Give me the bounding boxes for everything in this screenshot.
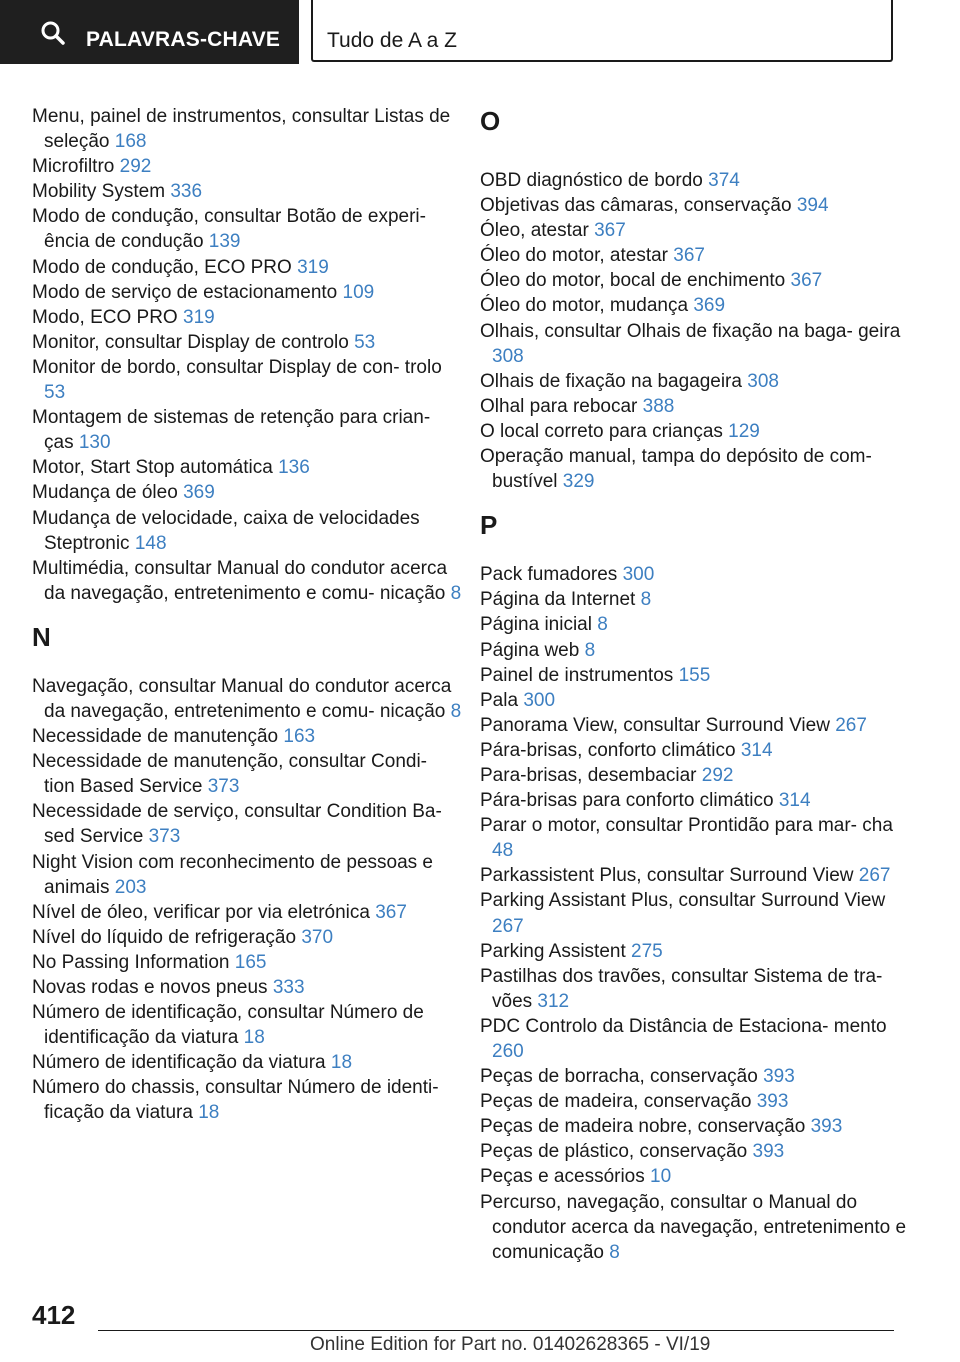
- section-letter-n: N: [32, 621, 51, 652]
- index-entry: [32, 104, 462, 154]
- index-entry: [480, 939, 910, 964]
- index-entry-text: Parking Assistent: [480, 940, 626, 962]
- index-entry: [32, 179, 462, 204]
- index-entry-text: O local correto para crianças: [480, 420, 723, 442]
- index-entry: [32, 204, 462, 254]
- index-entry: [32, 749, 462, 799]
- index-entry-text: Necessidade de serviço, consultar Condition Ba‐ sed Service: [32, 801, 442, 848]
- page-link[interactable]: 18: [243, 1027, 265, 1049]
- index-entry: [480, 268, 910, 293]
- index-entry-text: Pára-brisas, conforto climático: [480, 739, 736, 761]
- index-entry-text: Motor, Start Stop automática: [32, 457, 273, 479]
- page-link[interactable]: 370: [301, 926, 334, 948]
- page-link[interactable]: 267: [492, 915, 524, 937]
- index-entry-text: Olhais, consultar Olhais de fixação na baga‐ geira: [480, 320, 901, 342]
- index-entry: [480, 788, 910, 813]
- index-entry: [480, 688, 910, 713]
- page-link[interactable]: 394: [796, 195, 829, 217]
- index-entry-text: Operação manual, tampa do depósito de com‐ bustível: [480, 446, 872, 493]
- index-entry: [32, 305, 462, 330]
- page-link[interactable]: 260: [492, 1041, 524, 1062]
- index-entry: [480, 713, 910, 738]
- index-entry: [480, 1064, 910, 1089]
- page-link[interactable]: 367: [594, 220, 626, 242]
- index-entry: [32, 1050, 462, 1075]
- page-link[interactable]: 367: [673, 245, 705, 267]
- page-link[interactable]: 393: [810, 1116, 843, 1138]
- footer-divider: [98, 1330, 894, 1331]
- index-entry-text: Monitor de bordo, consultar Display de con‐ trolo: [32, 356, 442, 378]
- index-entry: [480, 369, 910, 394]
- page-link[interactable]: 333: [272, 977, 305, 998]
- index-entry: [480, 587, 910, 612]
- page-link[interactable]: 369: [183, 482, 215, 504]
- index-entry: [480, 638, 910, 663]
- index-entry-text: Modo de condução, consultar Botão de experi‐ ência de condução: [32, 206, 426, 253]
- index-entry-text: Modo de condução, ECO PRO: [32, 256, 292, 278]
- index-entry: [480, 738, 910, 763]
- index-entry-text: Necessidade de manutenção, consultar Condi‐ tion Based Service: [32, 751, 428, 798]
- index-entry: [480, 1139, 910, 1164]
- index-entry: [32, 255, 462, 280]
- index-entry-text: Mudança de óleo: [32, 482, 178, 504]
- index-entry-text: Microfiltro: [32, 156, 115, 178]
- page-link[interactable]: 292: [701, 764, 734, 786]
- index-group-p: [480, 562, 910, 1265]
- index-entry-text: Parkassistent Plus, consultar Surround View: [480, 865, 854, 887]
- index-entry-text: Modo, ECO PRO: [32, 306, 178, 328]
- keywords-label: PALAVRAS-CHAVE: [86, 28, 281, 51]
- index-entry: [32, 975, 462, 1000]
- index-entry-text: Número do chassis, consultar Número de identi‐ ficação da viatura: [32, 1077, 439, 1124]
- index-entry: [480, 419, 910, 444]
- index-entry: [32, 556, 462, 606]
- index-entry: [32, 1000, 462, 1050]
- index-entry: [32, 925, 462, 950]
- index-entry: [32, 506, 462, 556]
- index-entry-text: No Passing Information: [32, 951, 230, 973]
- index-entry-text: Pastilhas dos travões, consultar Sistema de tra‐ vões: [480, 965, 883, 1012]
- page-link[interactable]: 393: [756, 1091, 789, 1113]
- index-entry-text: Modo de serviço de estacionamento: [32, 281, 338, 303]
- keywords-button[interactable]: [0, 0, 299, 64]
- page-link[interactable]: 275: [631, 940, 663, 962]
- index-entry: [480, 813, 910, 863]
- index-entry: [480, 193, 910, 218]
- index-entry: [480, 218, 910, 243]
- index-column-right: [480, 104, 910, 1265]
- page-link[interactable]: 393: [752, 1141, 785, 1163]
- index-entry: [480, 964, 910, 1014]
- page-link[interactable]: 18: [198, 1102, 220, 1124]
- page-link[interactable]: 369: [693, 295, 726, 317]
- index-entry: [480, 1089, 910, 1114]
- index-entry: [32, 900, 462, 925]
- page-link[interactable]: 300: [622, 564, 655, 586]
- index-entry: [480, 394, 910, 419]
- index-group-n: [32, 674, 462, 1126]
- page-link[interactable]: 267: [835, 714, 867, 736]
- index-entry: [32, 950, 462, 975]
- index-entry-text: Percurso, navegação, consultar o Manual do condutor acerca da navegação, entretenimento e comunicação: [480, 1191, 907, 1263]
- page-link[interactable]: 319: [183, 306, 215, 328]
- index-entry: [32, 674, 462, 724]
- index-entry: [480, 1164, 910, 1189]
- index-entry: [32, 455, 462, 480]
- index-entry: [480, 293, 910, 318]
- top-navigation-bar: [0, 0, 960, 66]
- index-entry-text: Peças e acessórios: [480, 1166, 645, 1188]
- index-entry: [480, 888, 910, 938]
- index-entry-text: Peças de borracha, conservação: [480, 1066, 758, 1088]
- index-column-left: [32, 104, 462, 1126]
- index-entry-text: Menu, painel de instrumentos, consultar Listas de seleção: [32, 106, 451, 153]
- page-link[interactable]: 267: [858, 865, 891, 887]
- index-entry: [32, 355, 462, 405]
- section-letter-p: P: [480, 510, 498, 541]
- page-link[interactable]: 308: [747, 370, 779, 392]
- page-link[interactable]: 374: [708, 170, 740, 191]
- page-link[interactable]: 10: [650, 1166, 672, 1188]
- page-link[interactable]: 308: [492, 345, 524, 367]
- page-link[interactable]: 367: [790, 270, 823, 292]
- index-entry-text: Nível de óleo, verificar por via eletrónica: [32, 901, 370, 923]
- page-link[interactable]: 292: [119, 156, 152, 178]
- index-entry: [32, 1075, 462, 1125]
- page-link[interactable]: 129: [728, 420, 760, 442]
- index-entry: [32, 850, 462, 900]
- page-link[interactable]: 319: [297, 256, 329, 278]
- index-entry-text: Montagem de sistemas de retenção para crian‐ ças: [32, 407, 431, 454]
- page-link[interactable]: 312: [537, 990, 570, 1012]
- page-link[interactable]: 136: [278, 457, 310, 479]
- index-entry: [480, 1014, 910, 1064]
- breadcrumb-tab[interactable]: [311, 0, 893, 62]
- index-entry: [480, 319, 910, 369]
- page-link[interactable]: 48: [492, 840, 514, 862]
- page-link[interactable]: 8: [450, 582, 462, 604]
- index-entry: [32, 480, 462, 505]
- page-link[interactable]: 203: [114, 876, 147, 898]
- page-link[interactable]: 8: [597, 614, 608, 636]
- index-entry-text: Novas rodas e novos pneus: [32, 977, 268, 998]
- page-link[interactable]: 8: [450, 700, 462, 722]
- page-link[interactable]: 8: [640, 589, 652, 611]
- search-icon: [40, 20, 66, 46]
- index-entry-text: Pala: [480, 689, 519, 711]
- index-entry: [32, 330, 462, 355]
- page-link[interactable]: 18: [330, 1052, 353, 1074]
- index-entry-text: OBD diagnóstico de bordo: [480, 170, 703, 191]
- index-group-m: [32, 104, 462, 606]
- index-entry-text: Número de identificação da viatura: [32, 1052, 326, 1074]
- index-entry-text: Peças de madeira nobre, conservação: [480, 1116, 806, 1138]
- index-entry: [480, 612, 910, 637]
- index-entry: [32, 405, 462, 455]
- index-entry-text: Parar o motor, consultar Prontidão para mar‐ cha: [480, 815, 893, 837]
- index-entry-text: Página inicial: [480, 614, 592, 636]
- page-link[interactable]: 300: [523, 689, 556, 711]
- page-link[interactable]: 373: [148, 826, 181, 848]
- page-link[interactable]: 109: [342, 281, 375, 303]
- index-entry-text: Parking Assistant Plus, consultar Surround View: [480, 890, 886, 912]
- index-entry: [480, 168, 910, 193]
- index-entry-text: Número de identificação, consultar Número de identificação da viatura: [32, 1002, 424, 1049]
- page-link[interactable]: 130: [78, 432, 111, 454]
- index-entry: [480, 863, 910, 888]
- index-entry-text: Night Vision com reconhecimento de pessoas e animais: [32, 851, 433, 898]
- index-entry-text: PDC Controlo da Distância de Estaciona‐ mento: [480, 1015, 887, 1037]
- page-link[interactable]: 168: [114, 131, 147, 153]
- footer-edition: Online Edition for Part no. 01402628365 - VI/19: [310, 1334, 711, 1355]
- page-link[interactable]: 148: [134, 532, 167, 554]
- index-entry-text: Página da Internet: [480, 589, 636, 611]
- index-entry: [480, 444, 910, 494]
- page-link[interactable]: 388: [642, 395, 675, 417]
- index-entry-text: Pára-brisas para conforto climático: [480, 790, 774, 812]
- section-letter-o: O: [480, 106, 501, 136]
- index-entry-text: Mudança de velocidade, caixa de velocidades Steptronic: [32, 507, 420, 554]
- page-link[interactable]: 329: [562, 471, 595, 493]
- page-link[interactable]: 8: [584, 639, 596, 661]
- index-entry-text: Nível do líquido de refrigeração: [32, 926, 297, 948]
- index-entry: [480, 243, 910, 268]
- index-entry-text: Peças de madeira, conservação: [480, 1091, 752, 1113]
- index-entry: [480, 1190, 910, 1265]
- page-link[interactable]: 139: [208, 231, 241, 253]
- page-number: 412: [32, 1300, 76, 1330]
- breadcrumb: Tudo de A a Z: [327, 29, 457, 52]
- index-entry-text: Óleo, atestar: [480, 220, 589, 242]
- page-link[interactable]: 393: [763, 1066, 795, 1088]
- index-entry: [32, 280, 462, 305]
- index-entry-text: Painel de instrumentos: [480, 664, 674, 686]
- index-entry-text: Necessidade de manutenção: [32, 726, 279, 748]
- index-entry: [32, 724, 462, 749]
- index-entry: [480, 663, 910, 688]
- page-link[interactable]: 8: [609, 1241, 620, 1263]
- index-entry-text: Óleo do motor, mudança: [480, 295, 689, 317]
- index-entry-text: Pack fumadores: [480, 564, 618, 586]
- index-entry-text: Página web: [480, 639, 580, 661]
- page-link[interactable]: 373: [207, 776, 240, 798]
- page-link[interactable]: 53: [44, 382, 66, 404]
- index-entry-text: Olhal para rebocar: [480, 395, 638, 417]
- index-group-o: [480, 168, 910, 494]
- index-entry-text: Olhais de fixação na bagageira: [480, 370, 742, 392]
- page-link[interactable]: 53: [354, 331, 376, 353]
- index-entry-text: Monitor, consultar Display de controlo: [32, 331, 349, 353]
- index-entry-text: Óleo do motor, bocal de enchimento: [480, 270, 786, 292]
- page-link[interactable]: 336: [170, 181, 203, 203]
- index-entry: [480, 562, 910, 587]
- index-entry: [480, 763, 910, 788]
- page-link[interactable]: 165: [234, 951, 267, 973]
- page-link[interactable]: 314: [778, 790, 811, 812]
- index-entry: [480, 1114, 910, 1139]
- page-link[interactable]: 367: [375, 901, 407, 923]
- index-entry-text: Peças de plástico, conservação: [480, 1141, 748, 1163]
- index-entry-text: Objetivas das câmaras, conservação: [480, 195, 792, 217]
- page-link[interactable]: 163: [283, 726, 316, 748]
- index-entry-text: Panorama View, consultar Surround View: [480, 714, 830, 736]
- index-entry-text: Navegação, consultar Manual do condutor acerca da navegação, entretenimento e comu‐ nicação: [32, 675, 452, 722]
- index-entry-text: Mobility System: [32, 181, 166, 203]
- index-entry: [32, 799, 462, 849]
- page-link[interactable]: 155: [678, 664, 711, 686]
- index-entry-text: Óleo do motor, atestar: [480, 245, 668, 267]
- index-entry-text: Para-brisas, desembaciar: [480, 764, 697, 786]
- index-entry-text: Multimédia, consultar Manual do condutor acerca da navegação, entretenimento e comu‐ nicação: [32, 557, 448, 604]
- index-entry: [32, 154, 462, 179]
- page-link[interactable]: 314: [740, 739, 773, 761]
